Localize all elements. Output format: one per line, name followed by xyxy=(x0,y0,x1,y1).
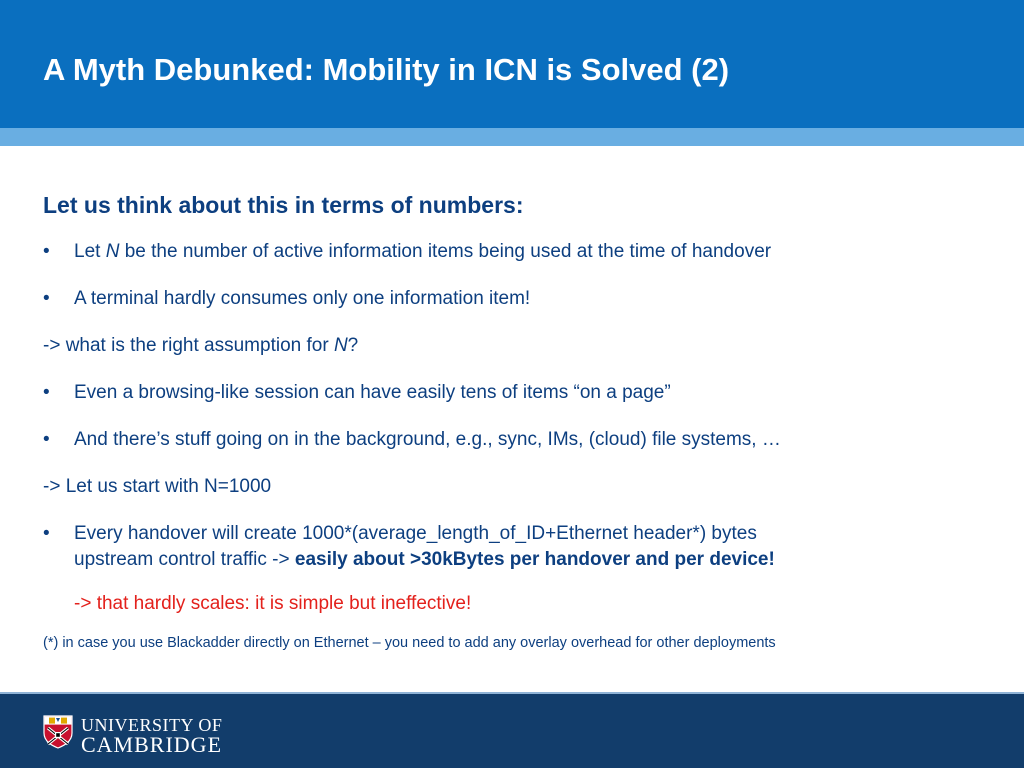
variable-n: N xyxy=(333,335,348,356)
slide-title: A Myth Debunked: Mobility in ICN is Solved (2) xyxy=(43,52,730,87)
bullet-text-part: Let xyxy=(74,241,106,262)
arrow-text-part: ? xyxy=(347,335,359,356)
title-stripe xyxy=(0,128,1024,146)
arrow-line: -> Let us start with N=1000 xyxy=(43,476,272,497)
logo-text xyxy=(81,714,223,757)
logo-line-university-of: UNIVERSITY OF xyxy=(81,714,223,735)
university-logo xyxy=(43,714,223,757)
bullet-text-part: Every handover will create 1000*(average_length_of_ID+Ethernet header*) bytes xyxy=(74,523,757,544)
bullet-text: Even a browsing-like session can have easily tens of items “on a page” xyxy=(74,382,671,403)
bullet-item xyxy=(43,521,993,573)
bullet-text xyxy=(74,521,993,573)
bullet-dot: • xyxy=(43,241,50,262)
bullet-dot: • xyxy=(43,429,50,450)
cambridge-crest-icon xyxy=(43,715,73,754)
bullet-dot: • xyxy=(43,382,50,403)
bullet-item xyxy=(43,286,993,312)
bullet-text-part: be the number of active information items being used at the time of handover xyxy=(119,241,772,262)
bullet-item xyxy=(43,427,993,453)
footnote: (*) in case you use Blackadder directly on Ethernet – you need to add any overlay overhead for other deployments xyxy=(43,635,776,651)
bullet-text xyxy=(74,239,993,265)
bullet-text-part: upstream control traffic -> xyxy=(74,549,295,570)
arrow-line xyxy=(43,333,993,359)
bullet-dot: • xyxy=(43,288,50,309)
bullet-text: And there’s stuff going on in the background, e.g., sync, IMs, (cloud) file systems, … xyxy=(74,429,781,450)
logo-line-cambridge: CAMBRIDGE xyxy=(81,731,223,757)
slide-subtitle: Let us think about this in terms of numbers: xyxy=(43,192,524,218)
conclusion-note: -> that hardly scales: it is simple but ineffective! xyxy=(74,593,472,614)
bullet-item xyxy=(43,239,993,265)
bullet-dot: • xyxy=(43,523,50,544)
bullet-text: A terminal hardly consumes only one information item! xyxy=(74,288,531,309)
arrow-text-part: -> what is the right assumption for xyxy=(43,335,334,356)
variable-n: N xyxy=(105,241,120,262)
bullet-item xyxy=(43,380,993,406)
slide-content xyxy=(43,190,993,653)
bullet-emphasis: easily about >30kBytes per handover and per device! xyxy=(294,549,775,570)
